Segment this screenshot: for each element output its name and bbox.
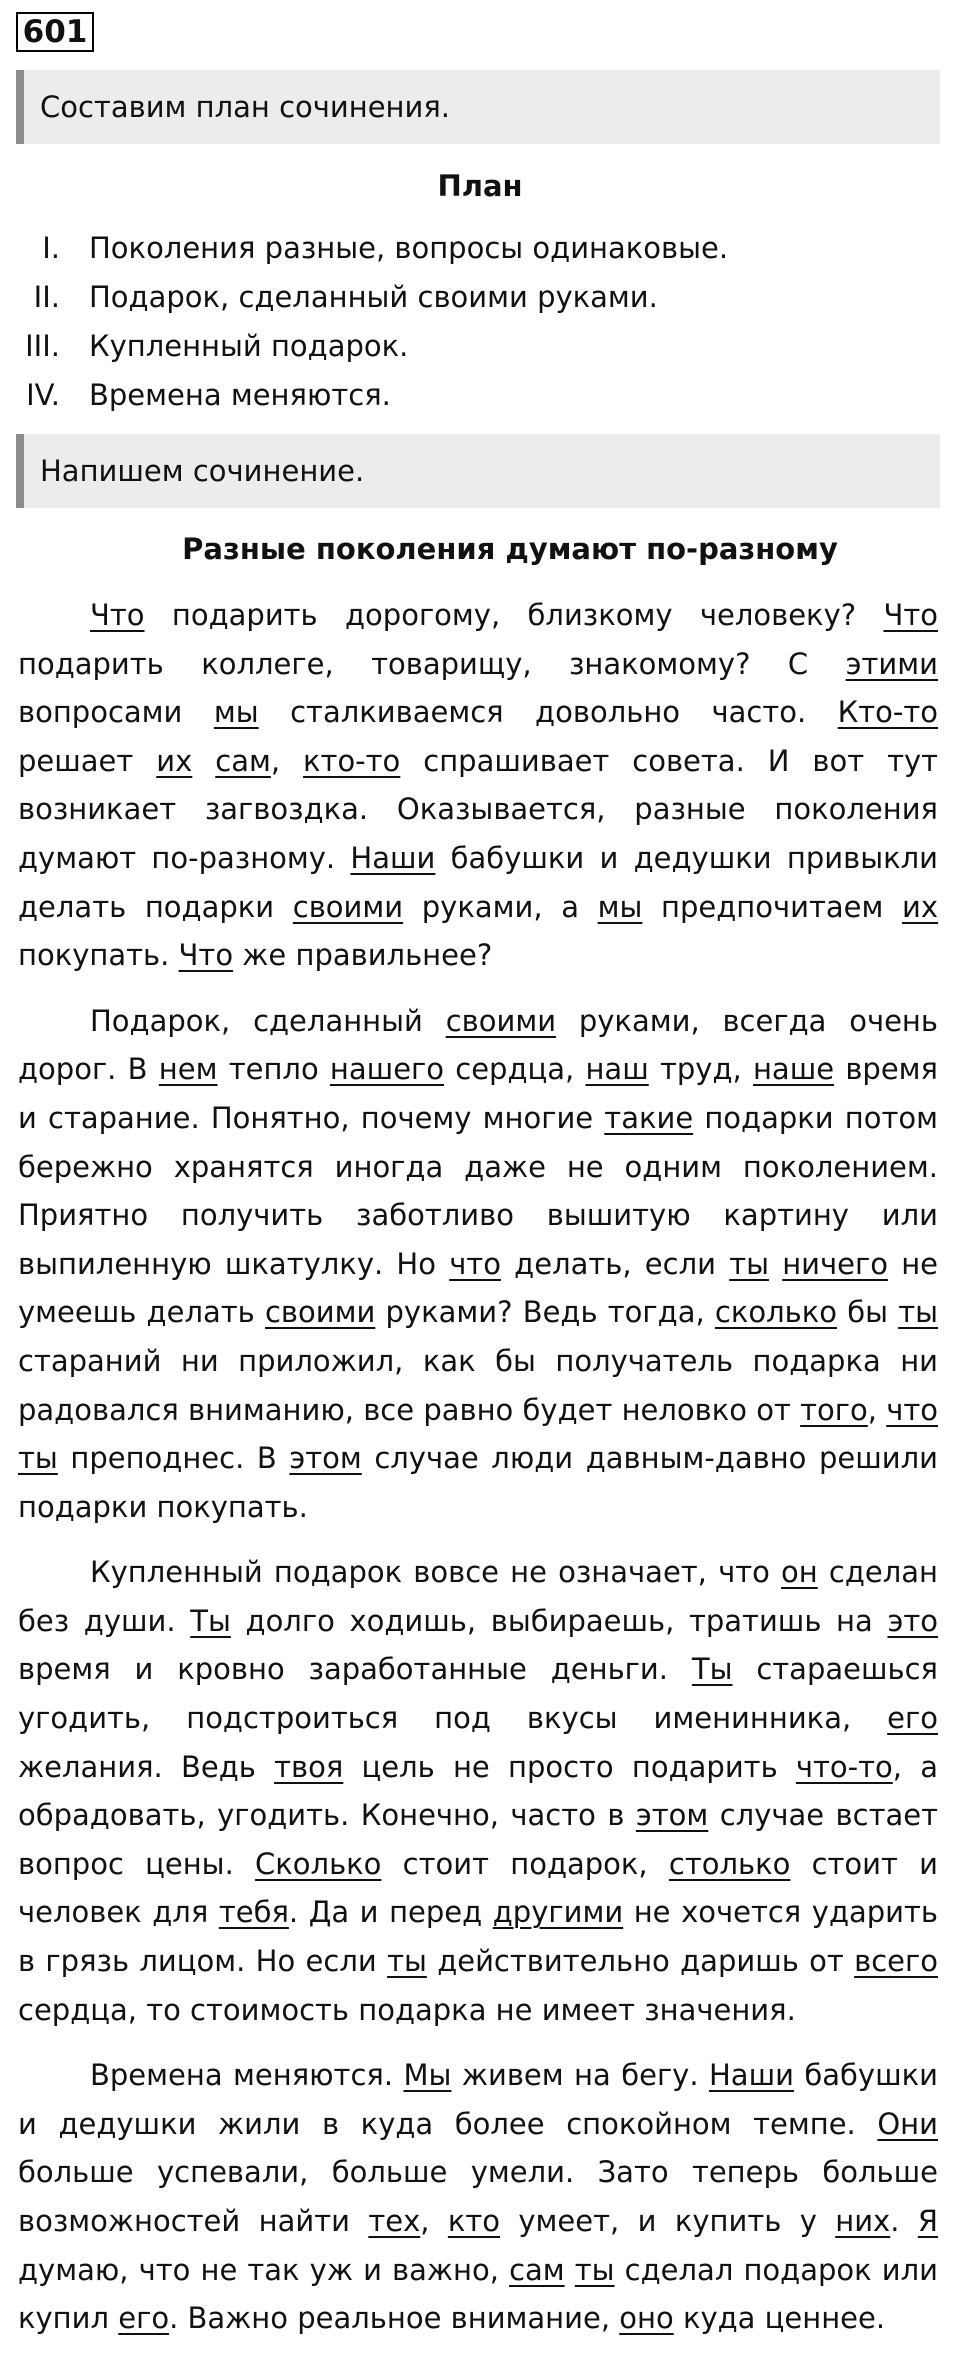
underlined-word: своими	[445, 1003, 557, 1038]
text-segment: не умеешь делать	[18, 1246, 939, 1330]
underlined-word: что-то	[795, 1749, 893, 1784]
essay-paragraph	[18, 1548, 938, 2034]
text-segment: ,	[867, 1392, 887, 1427]
text-segment: тепло	[217, 1052, 330, 1087]
underlined-word: ты	[729, 1246, 769, 1281]
underlined-word: Мы	[403, 2058, 452, 2093]
text-segment: желания. Ведь	[18, 1749, 275, 1784]
text-segment: ,	[270, 743, 304, 778]
text-segment: сделал подарок или купил	[18, 2252, 938, 2336]
underlined-word: ты	[898, 1295, 938, 1330]
plan-item-text: Поколения разные, вопросы одинаковые.	[89, 231, 729, 265]
plan-item-text: Подарок, сделанный своими руками.	[89, 280, 658, 314]
text-segment: сталкиваемся довольно часто.	[258, 695, 838, 730]
text-segment: долго ходишь, выбираешь, тратишь на	[230, 1603, 888, 1638]
essay-paragraph	[18, 997, 938, 1532]
text-segment: время и старание. Понятно, почему многие	[18, 1052, 938, 1135]
text-segment: стоит подарок,	[381, 1846, 669, 1881]
underlined-word: этом	[635, 1798, 709, 1833]
instruction-essay-box	[16, 434, 940, 508]
text-segment: труд,	[648, 1052, 753, 1087]
text-segment: бабушки и дедушки жили в куда более спокойном темпе.	[18, 2058, 938, 2141]
text-segment: вопросами	[18, 695, 214, 730]
underlined-word: наше	[752, 1052, 835, 1087]
underlined-word: твоя	[274, 1749, 344, 1784]
underlined-word: Наши	[350, 840, 436, 875]
text-segment: преподнес. В	[57, 1441, 290, 1476]
underlined-word: он	[781, 1555, 818, 1590]
text-segment: , а обрадовать, угодить. Конечно, часто в	[18, 1749, 939, 1833]
underlined-word: их	[156, 743, 193, 778]
plan-item	[16, 273, 936, 322]
underlined-word: тех	[368, 2204, 421, 2238]
essay-title: Разные поколения думают по-разному	[182, 532, 838, 566]
text-segment: Времена меняются.	[90, 2058, 404, 2093]
text-segment: же правильнее?	[233, 938, 493, 973]
text-segment: . Важно реальное внимание,	[169, 2301, 620, 2336]
text-segment: больше успевали, больше умели. Зато теперь больше возможностей найти	[18, 2155, 938, 2238]
underlined-word: Ты	[190, 1603, 231, 1638]
plan-item-number: IV.	[26, 378, 60, 412]
text-segment	[769, 1247, 782, 1281]
underlined-word: его	[887, 1701, 938, 1736]
plan-item-number: II.	[33, 280, 60, 314]
text-segment: решает	[18, 743, 157, 778]
underlined-word: ты	[18, 1441, 58, 1476]
underlined-word: кто	[447, 2204, 500, 2238]
underlined-word: что	[886, 1392, 938, 1427]
text-segment: стоит и человек для	[18, 1846, 939, 1930]
essay-body	[18, 591, 938, 2360]
underlined-word: этими	[845, 646, 938, 681]
underlined-word: ты	[387, 1944, 427, 1979]
exercise-number: 601	[16, 12, 94, 52]
text-segment: спрашивает совета. И вот тут возникает загвоздка. Оказывается, разные поколения думают по-разному.	[18, 743, 939, 875]
underlined-word: своими	[292, 889, 404, 924]
plan-list	[16, 224, 936, 420]
underlined-word: его	[118, 2301, 170, 2336]
text-segment: подарки потом бережно хранятся иногда даже не одним поколением. Приятно получить заботливо вышитую картину или выпиленную шкатулку. Но	[18, 1100, 939, 1281]
underlined-word: сколько	[714, 1295, 837, 1330]
underlined-word: Ты	[691, 1652, 733, 1687]
underlined-word: Что	[178, 938, 234, 973]
text-segment: время и кровно заработанные деньги.	[18, 1652, 692, 1687]
text-segment: бабушки и дедушки привыкли делать подарки	[18, 840, 938, 924]
plan-title: План	[437, 169, 523, 203]
underlined-word: такие	[604, 1100, 694, 1135]
text-segment: куда ценнее.	[673, 2301, 886, 2336]
underlined-word: всего	[854, 1944, 938, 1979]
underlined-word: них	[835, 2204, 891, 2238]
underlined-word: Что	[883, 598, 938, 632]
text-segment: руками, всегда очень дорог. В	[18, 1003, 938, 1087]
text-segment: руками, а	[403, 889, 598, 924]
underlined-word: Что	[90, 598, 145, 632]
underlined-word: ничего	[782, 1246, 888, 1281]
text-segment: делать, если	[500, 1246, 730, 1281]
instruction-essay-text: Напишем сочинение.	[40, 454, 365, 488]
text-segment: действительно даришь от	[426, 1944, 855, 1979]
text-segment: цель не просто подарить	[343, 1749, 796, 1784]
plan-item-text: Купленный подарок.	[89, 329, 409, 363]
underlined-word: своими	[264, 1295, 376, 1330]
underlined-word: мы	[213, 695, 259, 730]
underlined-word: оно	[619, 2301, 674, 2336]
text-segment: думаю, что не так уж и важно,	[18, 2252, 510, 2287]
underlined-word: того	[800, 1392, 868, 1427]
text-segment: случае встает вопрос цены.	[18, 1798, 938, 1881]
text-segment: . Да и перед	[288, 1895, 493, 1930]
plan-item	[16, 322, 936, 371]
underlined-word: столько	[668, 1846, 791, 1881]
underlined-word: сам	[215, 743, 271, 778]
text-segment: покупать.	[18, 938, 179, 973]
text-segment: подарить коллеге, товарищу, знакомому? С	[18, 646, 846, 681]
text-segment: сердца,	[444, 1052, 586, 1087]
instruction-plan-box	[16, 70, 940, 144]
text-segment: стараешься угодить, подстроиться под вкусы именинника,	[18, 1652, 938, 1736]
underlined-word: сам	[509, 2252, 565, 2287]
underlined-word: этом	[289, 1441, 362, 1476]
underlined-word: это	[887, 1603, 938, 1638]
text-segment: Купленный подарок вовсе не означает, что	[90, 1555, 782, 1590]
text-segment: ,	[420, 2204, 448, 2238]
text-segment: случае люди давным-давно решили подарки покупать.	[18, 1441, 939, 1524]
plan-item-number: III.	[25, 329, 60, 363]
text-segment: живем на бегу.	[451, 2058, 709, 2093]
text-segment: руками? Ведь тогда,	[375, 1295, 715, 1330]
underlined-word: тебя	[218, 1895, 289, 1930]
underlined-word: Кто-то	[837, 695, 938, 730]
underlined-word: Я	[917, 2204, 938, 2238]
underlined-word: Они	[877, 2106, 938, 2141]
text-segment: подарить дорогому, близкому человеку?	[144, 598, 884, 632]
instruction-plan-text: Составим план сочинения.	[40, 90, 451, 124]
essay-paragraph	[18, 591, 938, 980]
underlined-word: другими	[492, 1895, 624, 1930]
text-segment: не хочется ударить в грязь лицом. Но если	[18, 1895, 939, 1979]
plan-item-text: Времена меняются.	[89, 378, 391, 412]
underlined-word: Наши	[709, 2058, 794, 2093]
underlined-word: Сколько	[255, 1846, 382, 1881]
underlined-word: кто-то	[303, 743, 401, 778]
underlined-word: что	[449, 1246, 501, 1281]
underlined-word: нем	[158, 1052, 218, 1087]
underlined-word: наш	[585, 1052, 649, 1087]
plan-item-number: I.	[42, 231, 60, 265]
text-segment: Подарок, сделанный	[90, 1003, 446, 1038]
underlined-word: их	[902, 889, 939, 924]
underlined-word: ты	[574, 2252, 615, 2287]
underlined-word: мы	[597, 889, 643, 924]
text-segment: .	[890, 2204, 918, 2238]
text-segment: бы	[837, 1295, 899, 1330]
text-segment: умеет, и купить у	[500, 2204, 836, 2238]
text-segment: стараний ни приложил, как бы получатель подарка ни радовался вниманию, все равно будет неловко от	[18, 1343, 938, 1427]
text-segment	[192, 744, 215, 778]
plan-item	[16, 224, 936, 273]
plan-item	[16, 371, 936, 420]
text-segment: предпочитаем	[642, 889, 902, 924]
text-segment: сердца, то стоимость подарка не имеет значения.	[18, 1992, 796, 2027]
text-segment	[565, 2253, 575, 2287]
text-segment: сделан без души.	[18, 1555, 938, 1638]
essay-paragraph	[18, 2051, 938, 2343]
underlined-word: нашего	[329, 1052, 445, 1087]
